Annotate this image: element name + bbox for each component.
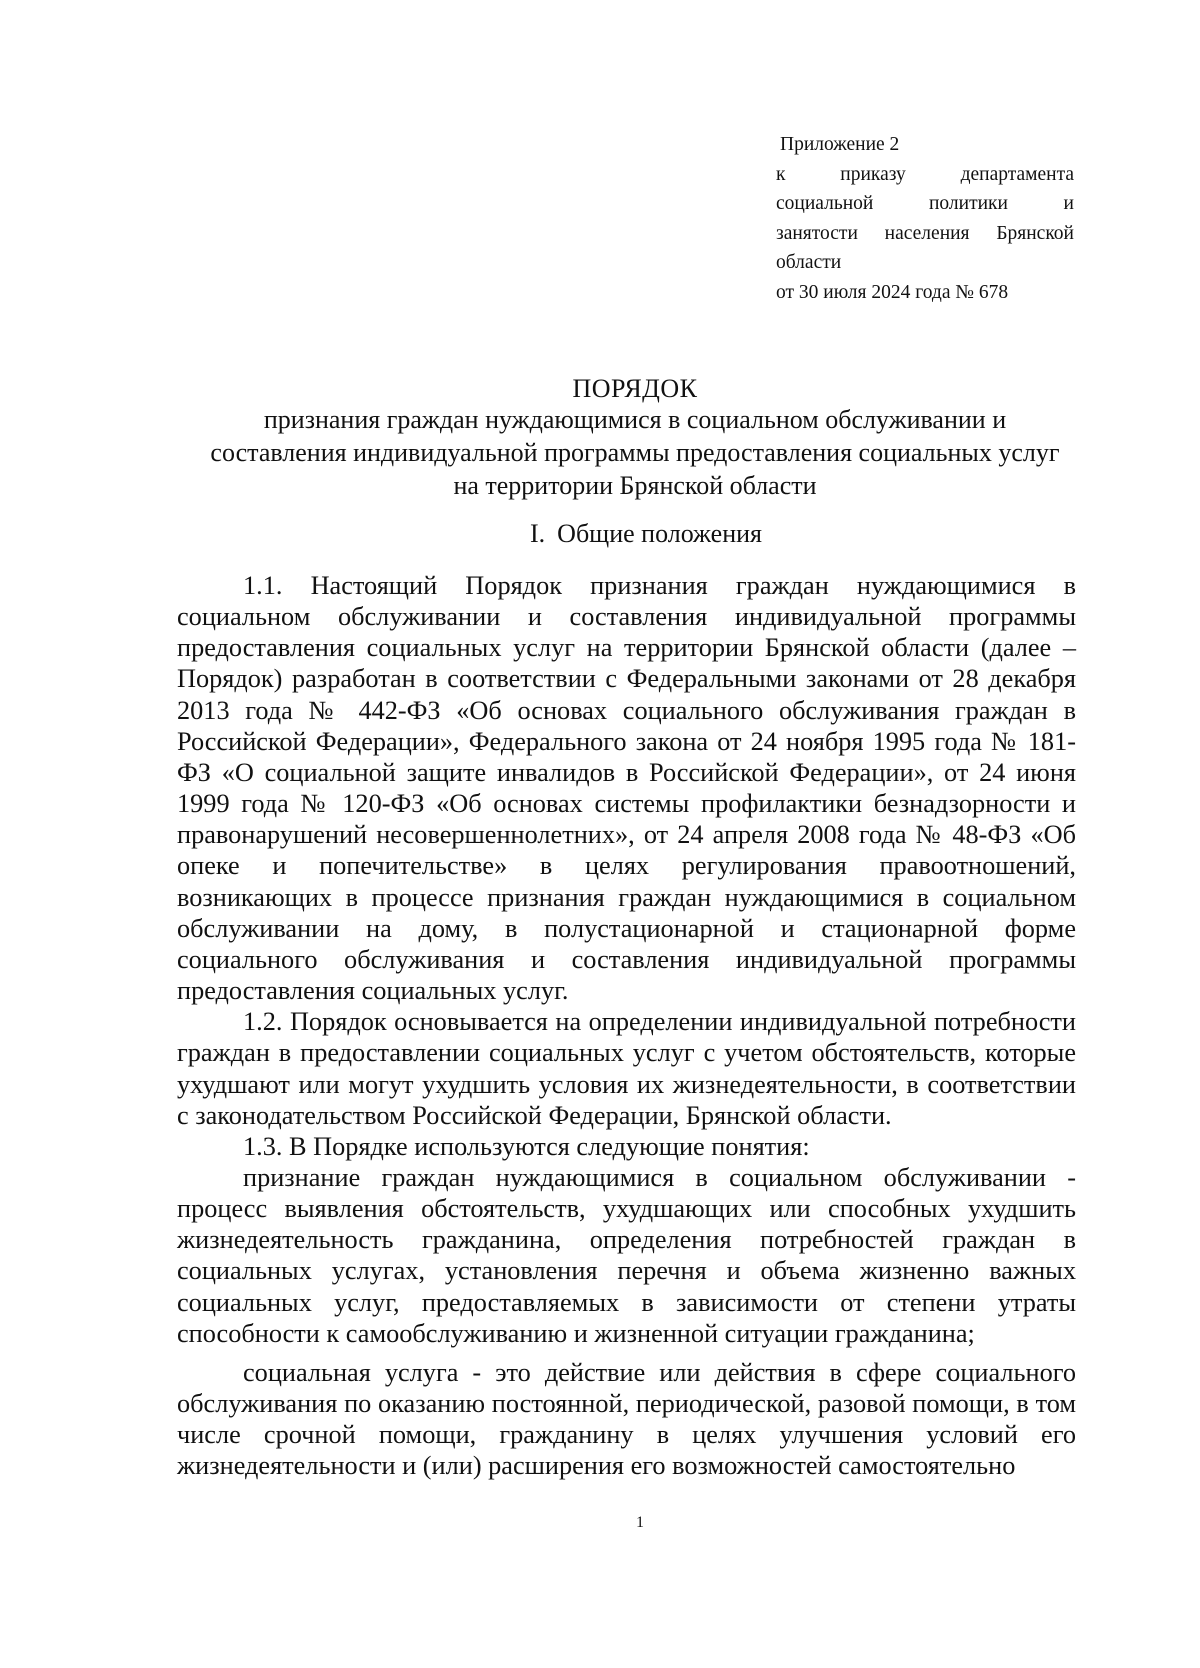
subtitle-line: на территории Брянской области [453,471,817,500]
subtitle-line: признания граждан нуждающимися в социальном обслуживании и [263,405,1007,434]
document-subtitle [150,403,1120,502]
paragraph-1-3: 1.3. В Порядке используются следующие понятия: [243,1131,810,1161]
definition-recognition: признание граждан нуждающимися в социальном обслуживании - процесс выявления обстоятельств, ухудшающих или способных ухудшить жизнедеятельность гражданина, определения потребностей граждан в социальных услугах, установления перечня и объема жизненно важных социальных услуг, предоставляемых в зависимости от степени утраты способности к самообслуживанию и жизненной ситуации гражданина; [177,1162,1076,1348]
document-title: ПОРЯДОК [572,374,698,403]
section-title: Общие положения [557,519,762,548]
section-number: I. [530,519,546,548]
section-heading [530,517,762,550]
subtitle-line: составления индивидуальной программы предоставления социальных услуг [210,438,1060,467]
appendix-line: области [776,252,842,273]
page-number: 1 [636,1514,644,1531]
definition-social-service: социальная услуга - это действие или действия в сфере социального обслуживания по оказанию постоянной, периодической, разовой помощи, в том числе срочной помощи, гражданину в целях улучшения условий его жизнедеятельности и (или) расширения его возможностей самостоятельно [177,1357,1076,1481]
appendix-line: Приложение 2 [780,134,900,155]
paragraph-1-1: 1.1. Настоящий Порядок признания граждан нуждающимися в социальном обслуживании и составления индивидуальной программы предоставления социальных услуг на территории Брянской области (далее – Порядок) разработан в соответствии с Федеральными законами от 28 декабря 2013 года № 442-ФЗ «Об основах социального обслуживания граждан в Российской Федерации», Федерального закона от 24 ноября 1995 года № 181-ФЗ «О социальной защите инвалидов в Российской Федерации», от 24 июня 1999 года № 120-ФЗ «Об основах системы профилактики безнадзорности и правонарушений несовершеннолетних», от 24 апреля 2008 года № 48-ФЗ «Об опеке и попечительстве» в целях регулирования правоотношений, возникающих в процессе признания граждан нуждающимися в социальном обслуживании на дому, в полустационарной и стационарной форме социального обслуживания и составления индивидуальной программы предоставления социальных услуг. [177,571,1076,1006]
appendix-line: занятости населения Брянской [776,222,1074,244]
appendix-line: социальной политики и [776,193,1074,214]
appendix-line: к приказу департамента [776,163,1074,185]
document-body [177,570,1076,1482]
appendix-block [776,130,1074,307]
appendix-line: от 30 июля 2024 года № 678 [776,281,1009,303]
paragraph-1-2: 1.2. Порядок основывается на определении индивидуальной потребности граждан в предоставлении социальных услуг с учетом обстоятельств, которые ухудшают или могут ухудшить условия их жизнедеятельности, в соответствии с законодательством Российской Федерации, Брянской области. [177,1007,1076,1130]
